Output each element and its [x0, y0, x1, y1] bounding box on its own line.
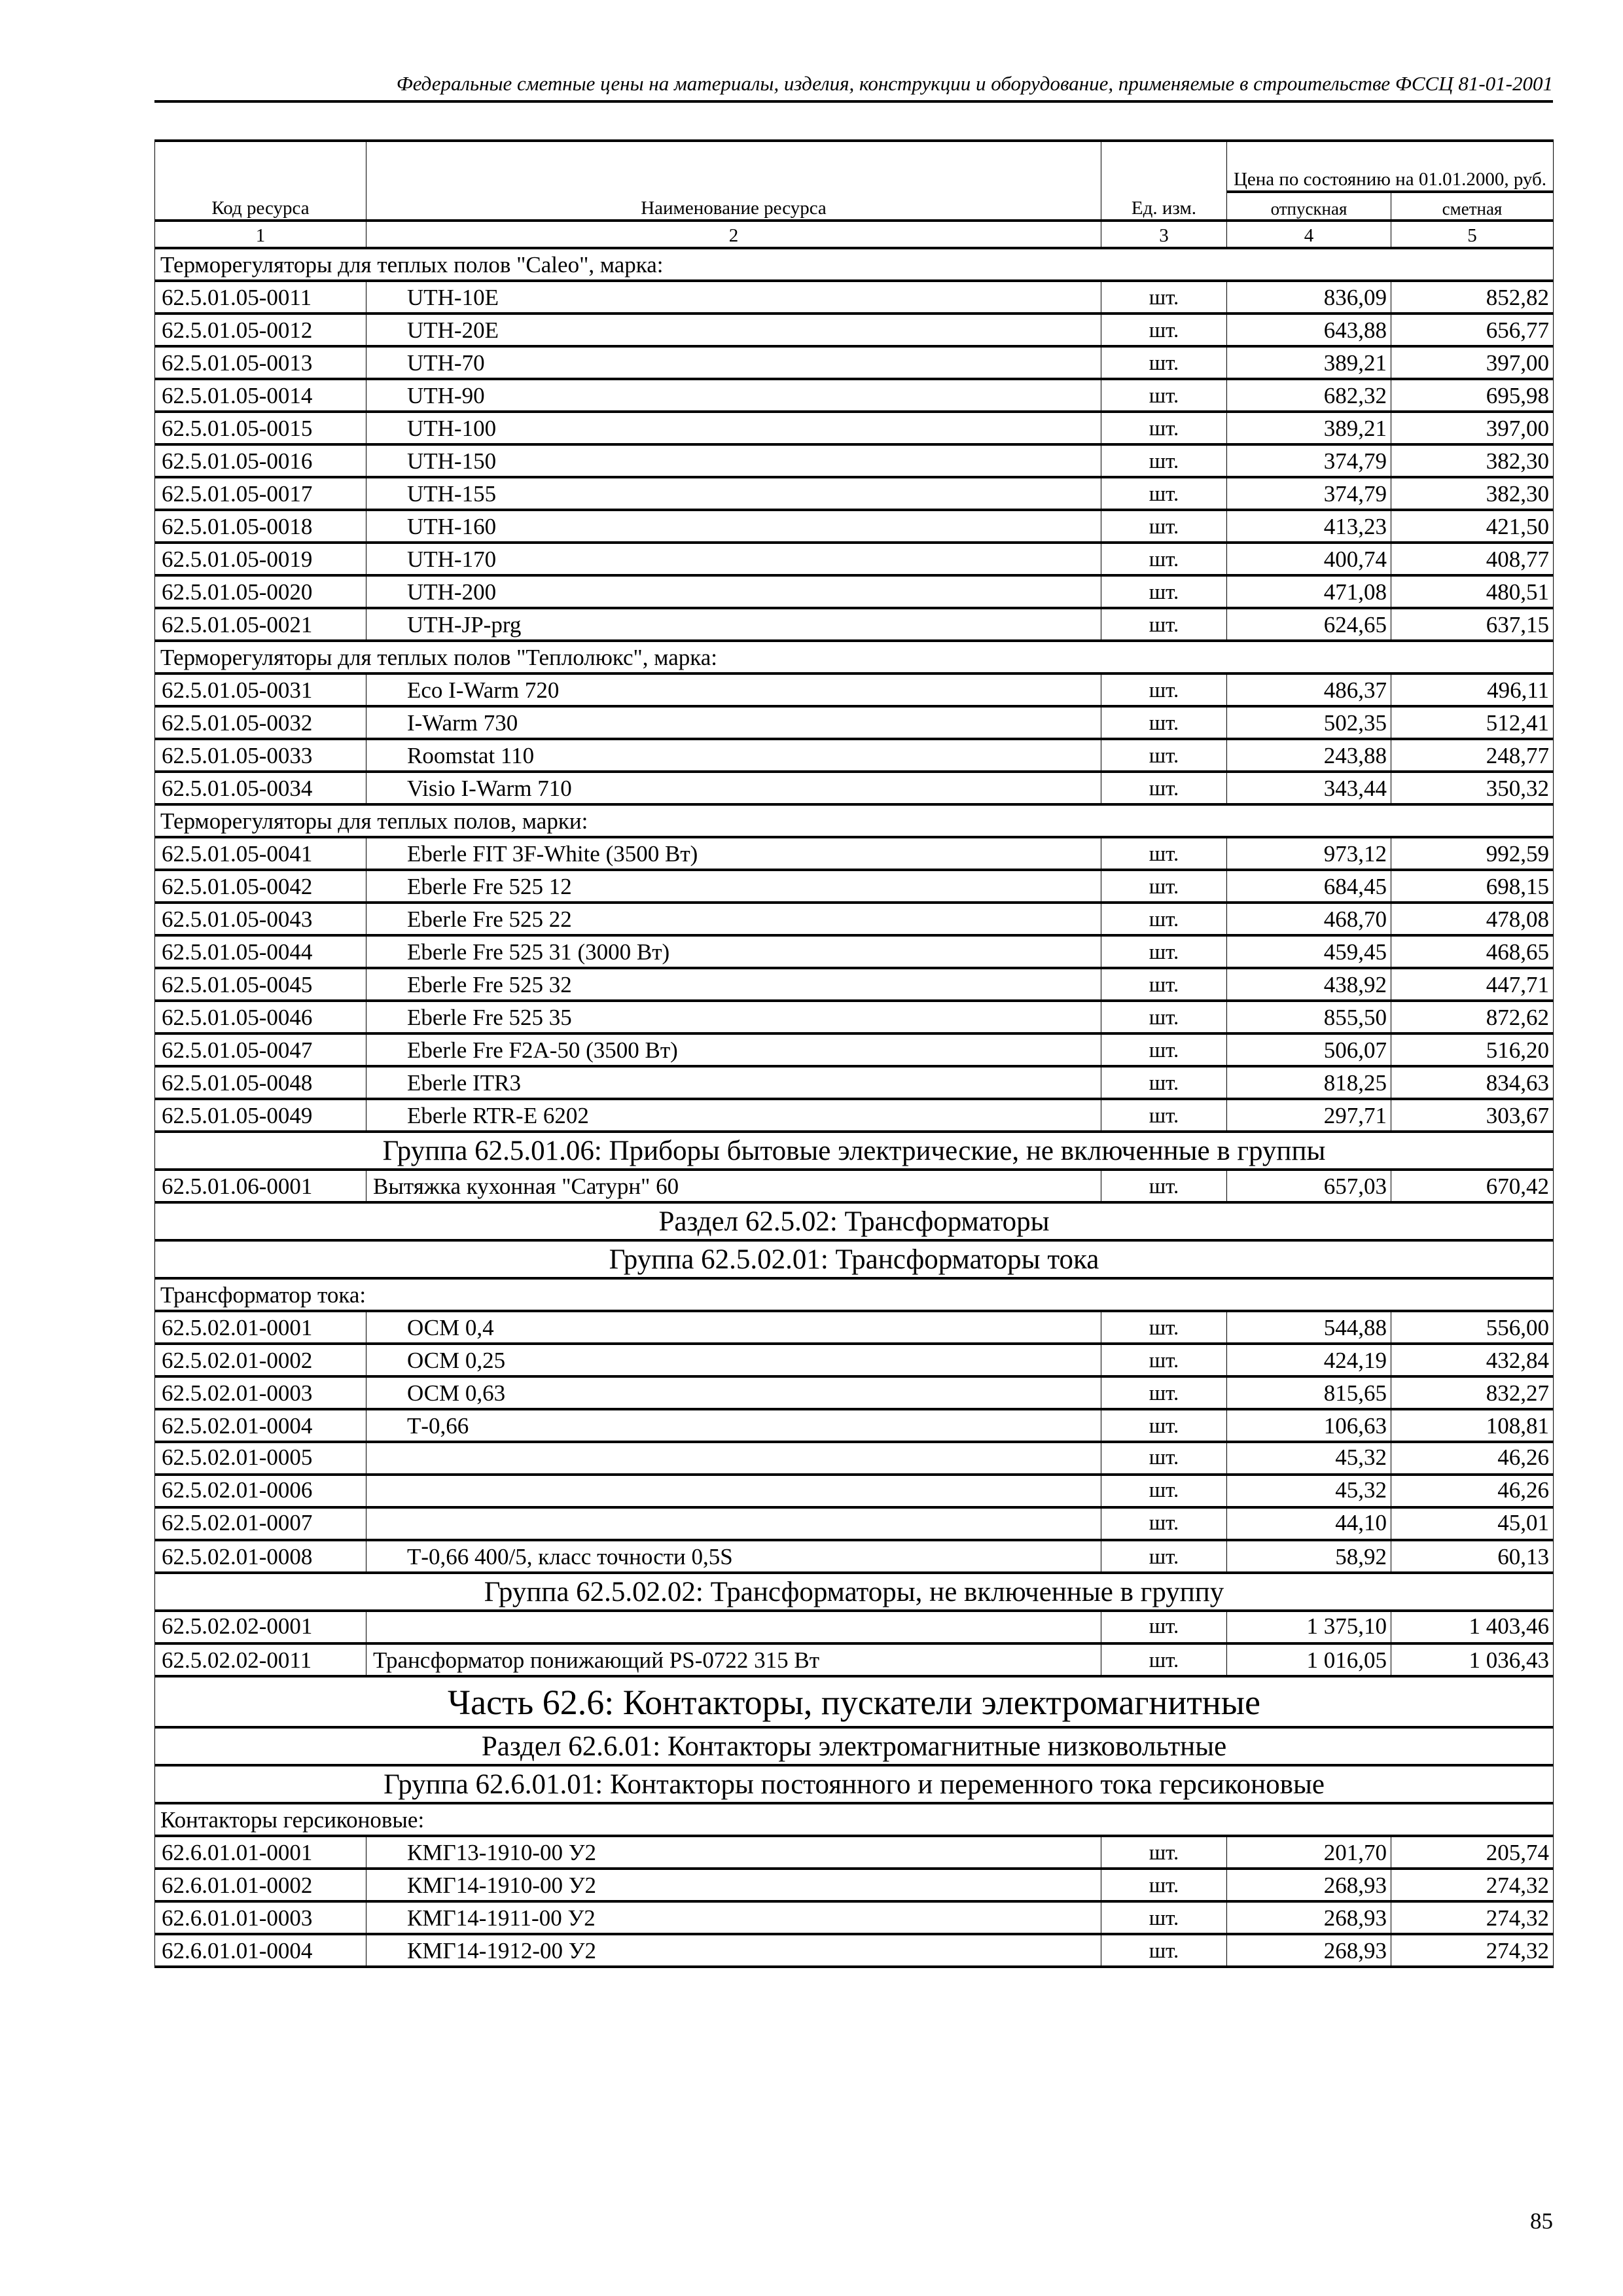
group-heading: Группа 62.6.01.01: Контакторы постоянного и переменного тока герсиконовые: [155, 1765, 1554, 1803]
resource-name: Eberle FIT 3F-White (3500 Вт): [366, 837, 1101, 870]
table-row: [155, 1869, 1554, 1901]
price-estimate: 274,32: [1391, 1934, 1554, 1967]
price-release: 1 016,05: [1227, 1643, 1391, 1676]
category-heading-row: [155, 1803, 1554, 1836]
resource-name: UTH-150: [366, 444, 1101, 477]
resource-code: 62.5.01.05-0043: [155, 903, 366, 935]
resource-code: 62.5.01.05-0018: [155, 510, 366, 543]
resource-code: 62.5.02.01-0003: [155, 1376, 366, 1409]
resource-name: КМГ14-1910-00 У2: [366, 1869, 1101, 1901]
price-estimate: 468,65: [1391, 935, 1554, 968]
resource-code: 62.5.02.01-0006: [155, 1475, 366, 1507]
price-release: 243,88: [1227, 739, 1391, 772]
resource-name: [366, 1442, 1101, 1475]
table-row: [155, 1033, 1554, 1066]
resource-code: 62.5.01.05-0042: [155, 870, 366, 903]
price-estimate: 516,20: [1391, 1033, 1554, 1066]
section-heading-row: [155, 1727, 1554, 1765]
price-estimate: 397,00: [1391, 412, 1554, 444]
header-price-group: Цена по состоянию на 01.01.2000, руб.: [1227, 141, 1554, 192]
table-row: [155, 1643, 1554, 1676]
unit-of-measure: шт.: [1101, 772, 1227, 804]
part-heading: Часть 62.6: Контакторы, пускатели электромагнитные: [155, 1676, 1554, 1727]
price-estimate: 46,26: [1391, 1442, 1554, 1475]
unit-of-measure: шт.: [1101, 608, 1227, 641]
unit-of-measure: шт.: [1101, 1066, 1227, 1099]
table-header: [155, 141, 1554, 248]
resource-code: 62.6.01.01-0003: [155, 1901, 366, 1934]
resource-name: Eberle Fre 525 12: [366, 870, 1101, 903]
resource-name: Т-0,66 400/5, класс точности 0,5S: [366, 1540, 1101, 1573]
table-row: [155, 739, 1554, 772]
price-estimate: 656,77: [1391, 314, 1554, 346]
unit-of-measure: шт.: [1101, 1836, 1227, 1869]
part-heading-row: [155, 1676, 1554, 1727]
resource-name: Eberle Fre 525 35: [366, 1001, 1101, 1033]
price-release: 268,93: [1227, 1869, 1391, 1901]
table-row: [155, 673, 1554, 706]
unit-of-measure: шт.: [1101, 1611, 1227, 1643]
price-release: 818,25: [1227, 1066, 1391, 1099]
category-heading-row: [155, 248, 1554, 281]
unit-of-measure: шт.: [1101, 739, 1227, 772]
unit-of-measure: шт.: [1101, 968, 1227, 1001]
table-row: [155, 281, 1554, 314]
category-heading: Терморегуляторы для теплых полов "Caleo", марка:: [155, 248, 1554, 281]
price-release: 268,93: [1227, 1934, 1391, 1967]
table-row: [155, 346, 1554, 379]
unit-of-measure: шт.: [1101, 477, 1227, 510]
section-heading: Раздел 62.5.02: Трансформаторы: [155, 1202, 1554, 1240]
price-estimate: 274,32: [1391, 1901, 1554, 1934]
price-release: 468,70: [1227, 903, 1391, 935]
unit-of-measure: шт.: [1101, 1376, 1227, 1409]
resource-name: Roomstat 110: [366, 739, 1101, 772]
resource-name: [366, 1611, 1101, 1643]
price-release: 544,88: [1227, 1311, 1391, 1344]
unit-of-measure: шт.: [1101, 575, 1227, 608]
table-row: [155, 903, 1554, 935]
resource-name: ОСМ 0,4: [366, 1311, 1101, 1344]
section-heading-row: [155, 1202, 1554, 1240]
resource-name: [366, 1507, 1101, 1540]
resource-code: 62.5.02.02-0011: [155, 1643, 366, 1676]
category-heading: Трансформатор тока:: [155, 1278, 1554, 1311]
resource-code: 62.6.01.01-0001: [155, 1836, 366, 1869]
column-number: 1: [155, 221, 366, 248]
price-release: 106,63: [1227, 1409, 1391, 1442]
price-release: 855,50: [1227, 1001, 1391, 1033]
resource-code: 62.5.01.05-0019: [155, 543, 366, 575]
header-price-release: отпускная: [1227, 192, 1391, 221]
price-release: 343,44: [1227, 772, 1391, 804]
resource-name: КМГ14-1912-00 У2: [366, 1934, 1101, 1967]
price-estimate: 512,41: [1391, 706, 1554, 739]
resource-code: 62.5.02.02-0001: [155, 1611, 366, 1643]
unit-of-measure: шт.: [1101, 1033, 1227, 1066]
resource-code: 62.5.01.05-0049: [155, 1099, 366, 1132]
unit-of-measure: шт.: [1101, 1507, 1227, 1540]
price-estimate: 382,30: [1391, 444, 1554, 477]
table-row: [155, 1540, 1554, 1573]
resource-name: Т-0,66: [366, 1409, 1101, 1442]
running-header: Федеральные сметные цены на материалы, изделия, конструкции и оборудование, применяемые в строительстве ФССЦ 81-01-2001: [396, 72, 1553, 95]
price-release: 657,03: [1227, 1170, 1391, 1202]
price-estimate: 421,50: [1391, 510, 1554, 543]
price-release: 424,19: [1227, 1344, 1391, 1376]
resource-name: ОСМ 0,25: [366, 1344, 1101, 1376]
resource-name: Eberle RTR-E 6202: [366, 1099, 1101, 1132]
table-body: [155, 248, 1554, 1967]
unit-of-measure: шт.: [1101, 1170, 1227, 1202]
price-release: 45,32: [1227, 1475, 1391, 1507]
resource-code: 62.5.01.05-0012: [155, 314, 366, 346]
price-estimate: 478,08: [1391, 903, 1554, 935]
unit-of-measure: шт.: [1101, 870, 1227, 903]
unit-of-measure: шт.: [1101, 543, 1227, 575]
category-heading-row: [155, 804, 1554, 837]
unit-of-measure: шт.: [1101, 1869, 1227, 1901]
table-row: [155, 1170, 1554, 1202]
column-number: 2: [366, 221, 1101, 248]
resource-code: 62.5.01.06-0001: [155, 1170, 366, 1202]
resource-code: 62.5.02.01-0004: [155, 1409, 366, 1442]
price-estimate: 698,15: [1391, 870, 1554, 903]
group-heading: Группа 62.5.01.06: Приборы бытовые электрические, не включенные в группы: [155, 1132, 1554, 1170]
resource-name: Visio I-Warm 710: [366, 772, 1101, 804]
table-row: [155, 1475, 1554, 1507]
resource-code: 62.5.01.05-0045: [155, 968, 366, 1001]
price-estimate: 670,42: [1391, 1170, 1554, 1202]
price-release: 684,45: [1227, 870, 1391, 903]
resource-code: 62.6.01.01-0004: [155, 1934, 366, 1967]
resource-code: 62.5.01.05-0034: [155, 772, 366, 804]
price-estimate: 432,84: [1391, 1344, 1554, 1376]
resource-code: 62.5.01.05-0014: [155, 379, 366, 412]
price-estimate: 274,32: [1391, 1869, 1554, 1901]
resource-name: Eberle Fre 525 32: [366, 968, 1101, 1001]
price-estimate: 872,62: [1391, 1001, 1554, 1033]
price-estimate: 637,15: [1391, 608, 1554, 641]
table-row: [155, 1611, 1554, 1643]
resource-name: UTH-90: [366, 379, 1101, 412]
table-row: [155, 314, 1554, 346]
unit-of-measure: шт.: [1101, 281, 1227, 314]
category-heading: Терморегуляторы для теплых полов "Теплолюкс", марка:: [155, 641, 1554, 673]
price-release: 643,88: [1227, 314, 1391, 346]
price-release: 624,65: [1227, 608, 1391, 641]
unit-of-measure: шт.: [1101, 1099, 1227, 1132]
price-estimate: 108,81: [1391, 1409, 1554, 1442]
resource-name: UTH-70: [366, 346, 1101, 379]
unit-of-measure: шт.: [1101, 314, 1227, 346]
group-heading-row: [155, 1132, 1554, 1170]
price-estimate: 1 036,43: [1391, 1643, 1554, 1676]
resource-name: UTH-155: [366, 477, 1101, 510]
table-row: [155, 1409, 1554, 1442]
price-release: 400,74: [1227, 543, 1391, 575]
section-heading: Раздел 62.6.01: Контакторы электромагнитные низковольтные: [155, 1727, 1554, 1765]
price-release: 45,32: [1227, 1442, 1391, 1475]
table-row: [155, 543, 1554, 575]
resource-code: 62.5.02.01-0008: [155, 1540, 366, 1573]
unit-of-measure: шт.: [1101, 412, 1227, 444]
price-estimate: 45,01: [1391, 1507, 1554, 1540]
price-release: 459,45: [1227, 935, 1391, 968]
unit-of-measure: шт.: [1101, 1344, 1227, 1376]
table-row: [155, 575, 1554, 608]
unit-of-measure: шт.: [1101, 706, 1227, 739]
table-row: [155, 772, 1554, 804]
resource-code: 62.5.01.05-0013: [155, 346, 366, 379]
unit-of-measure: шт.: [1101, 1001, 1227, 1033]
unit-of-measure: шт.: [1101, 346, 1227, 379]
price-release: 374,79: [1227, 444, 1391, 477]
resource-name: Вытяжка кухонная "Сатурн" 60: [366, 1170, 1101, 1202]
price-estimate: 350,32: [1391, 772, 1554, 804]
resource-code: 62.5.01.05-0015: [155, 412, 366, 444]
unit-of-measure: шт.: [1101, 935, 1227, 968]
table-row: [155, 935, 1554, 968]
unit-of-measure: шт.: [1101, 673, 1227, 706]
resource-code: 62.5.01.05-0033: [155, 739, 366, 772]
category-heading-row: [155, 641, 1554, 673]
price-release: 682,32: [1227, 379, 1391, 412]
price-estimate: 480,51: [1391, 575, 1554, 608]
resource-name: [366, 1475, 1101, 1507]
resource-code: 62.5.01.05-0016: [155, 444, 366, 477]
unit-of-measure: шт.: [1101, 1643, 1227, 1676]
resource-name: I-Warm 730: [366, 706, 1101, 739]
resource-code: 62.5.01.05-0041: [155, 837, 366, 870]
header-unit: Ед. изм.: [1101, 141, 1227, 221]
resource-code: 62.5.02.01-0002: [155, 1344, 366, 1376]
price-estimate: 834,63: [1391, 1066, 1554, 1099]
unit-of-measure: шт.: [1101, 1475, 1227, 1507]
price-release: 1 375,10: [1227, 1611, 1391, 1643]
resource-code: 62.6.01.01-0002: [155, 1869, 366, 1901]
table-row: [155, 510, 1554, 543]
price-release: 815,65: [1227, 1376, 1391, 1409]
category-heading: Контакторы герсиконовые:: [155, 1803, 1554, 1836]
price-table: [154, 139, 1554, 1968]
resource-name: Eberle Fre 525 22: [366, 903, 1101, 935]
resource-name: КМГ13-1910-00 У2: [366, 1836, 1101, 1869]
resource-name: UTH-100: [366, 412, 1101, 444]
price-estimate: 852,82: [1391, 281, 1554, 314]
price-release: 486,37: [1227, 673, 1391, 706]
unit-of-measure: шт.: [1101, 444, 1227, 477]
price-release: 413,23: [1227, 510, 1391, 543]
price-estimate: 382,30: [1391, 477, 1554, 510]
group-heading-row: [155, 1573, 1554, 1611]
price-estimate: 303,67: [1391, 1099, 1554, 1132]
column-number: 4: [1227, 221, 1391, 248]
header-price-estimate: сметная: [1391, 192, 1554, 221]
resource-name: Eberle ITR3: [366, 1066, 1101, 1099]
price-estimate: 556,00: [1391, 1311, 1554, 1344]
unit-of-measure: шт.: [1101, 510, 1227, 543]
table-row: [155, 608, 1554, 641]
resource-code: 62.5.01.05-0032: [155, 706, 366, 739]
table-row: [155, 1376, 1554, 1409]
price-estimate: 1 403,46: [1391, 1611, 1554, 1643]
table-row: [155, 1001, 1554, 1033]
unit-of-measure: шт.: [1101, 1409, 1227, 1442]
resource-code: 62.5.02.01-0001: [155, 1311, 366, 1344]
resource-name: UTH-170: [366, 543, 1101, 575]
resource-name: UTH-JP-prg: [366, 608, 1101, 641]
group-heading: Группа 62.5.02.02: Трансформаторы, не включенные в группу: [155, 1573, 1554, 1611]
resource-name: Трансформатор понижающий PS-0722 315 Вт: [366, 1643, 1101, 1676]
header-rule: [154, 100, 1553, 103]
group-heading-row: [155, 1765, 1554, 1803]
table-row: [155, 1344, 1554, 1376]
price-release: 297,71: [1227, 1099, 1391, 1132]
price-release: 268,93: [1227, 1901, 1391, 1934]
resource-code: 62.5.01.05-0048: [155, 1066, 366, 1099]
resource-code: 62.5.01.05-0020: [155, 575, 366, 608]
header-code: Код ресурса: [155, 141, 366, 221]
price-estimate: 205,74: [1391, 1836, 1554, 1869]
resource-name: UTH-160: [366, 510, 1101, 543]
price-release: 44,10: [1227, 1507, 1391, 1540]
header-name: Наименование ресурса: [366, 141, 1101, 221]
price-release: 973,12: [1227, 837, 1391, 870]
category-heading: Терморегуляторы для теплых полов, марки:: [155, 804, 1554, 837]
table-row: [155, 444, 1554, 477]
table-row: [155, 1442, 1554, 1475]
price-estimate: 408,77: [1391, 543, 1554, 575]
table-row: [155, 379, 1554, 412]
price-estimate: 496,11: [1391, 673, 1554, 706]
table-row: [155, 870, 1554, 903]
price-release: 438,92: [1227, 968, 1391, 1001]
table-row: [155, 968, 1554, 1001]
price-release: 201,70: [1227, 1836, 1391, 1869]
column-number: 5: [1391, 221, 1554, 248]
unit-of-measure: шт.: [1101, 1934, 1227, 1967]
price-estimate: 60,13: [1391, 1540, 1554, 1573]
unit-of-measure: шт.: [1101, 1901, 1227, 1934]
resource-code: 62.5.01.05-0047: [155, 1033, 366, 1066]
price-release: 389,21: [1227, 346, 1391, 379]
table-row: [155, 412, 1554, 444]
resource-code: 62.5.01.05-0046: [155, 1001, 366, 1033]
resource-code: 62.5.01.05-0044: [155, 935, 366, 968]
price-release: 58,92: [1227, 1540, 1391, 1573]
table-row: [155, 1901, 1554, 1934]
table-row: [155, 706, 1554, 739]
table-row: [155, 1099, 1554, 1132]
resource-name: ОСМ 0,63: [366, 1376, 1101, 1409]
column-number: 3: [1101, 221, 1227, 248]
unit-of-measure: шт.: [1101, 837, 1227, 870]
price-release: 502,35: [1227, 706, 1391, 739]
group-heading-row: [155, 1240, 1554, 1278]
price-release: 471,08: [1227, 575, 1391, 608]
unit-of-measure: шт.: [1101, 1442, 1227, 1475]
resource-code: 62.5.02.01-0005: [155, 1442, 366, 1475]
table-row: [155, 837, 1554, 870]
unit-of-measure: шт.: [1101, 903, 1227, 935]
group-heading: Группа 62.5.02.01: Трансформаторы тока: [155, 1240, 1554, 1278]
category-heading-row: [155, 1278, 1554, 1311]
resource-name: Eberle Fre F2A-50 (3500 Вт): [366, 1033, 1101, 1066]
resource-name: Eberle Fre 525 31 (3000 Вт): [366, 935, 1101, 968]
resource-name: КМГ14-1911-00 У2: [366, 1901, 1101, 1934]
table-row: [155, 1311, 1554, 1344]
table-row: [155, 1836, 1554, 1869]
resource-code: 62.5.01.05-0011: [155, 281, 366, 314]
table-row: [155, 1507, 1554, 1540]
price-estimate: 695,98: [1391, 379, 1554, 412]
table-row: [155, 477, 1554, 510]
price-estimate: 248,77: [1391, 739, 1554, 772]
resource-name: Eco I-Warm 720: [366, 673, 1101, 706]
unit-of-measure: шт.: [1101, 1311, 1227, 1344]
resource-name: UTH-200: [366, 575, 1101, 608]
resource-code: 62.5.01.05-0021: [155, 608, 366, 641]
price-release: 836,09: [1227, 281, 1391, 314]
unit-of-measure: шт.: [1101, 1540, 1227, 1573]
page-number: 85: [1530, 2208, 1553, 2234]
price-release: 506,07: [1227, 1033, 1391, 1066]
resource-code: 62.5.01.05-0017: [155, 477, 366, 510]
table-row: [155, 1934, 1554, 1967]
price-estimate: 447,71: [1391, 968, 1554, 1001]
price-release: 389,21: [1227, 412, 1391, 444]
price-release: 374,79: [1227, 477, 1391, 510]
resource-name: UTH-20E: [366, 314, 1101, 346]
price-estimate: 832,27: [1391, 1376, 1554, 1409]
table-row: [155, 1066, 1554, 1099]
price-estimate: 46,26: [1391, 1475, 1554, 1507]
price-estimate: 992,59: [1391, 837, 1554, 870]
price-estimate: 397,00: [1391, 346, 1554, 379]
resource-code: 62.5.02.01-0007: [155, 1507, 366, 1540]
unit-of-measure: шт.: [1101, 379, 1227, 412]
resource-name: UTH-10E: [366, 281, 1101, 314]
resource-code: 62.5.01.05-0031: [155, 673, 366, 706]
